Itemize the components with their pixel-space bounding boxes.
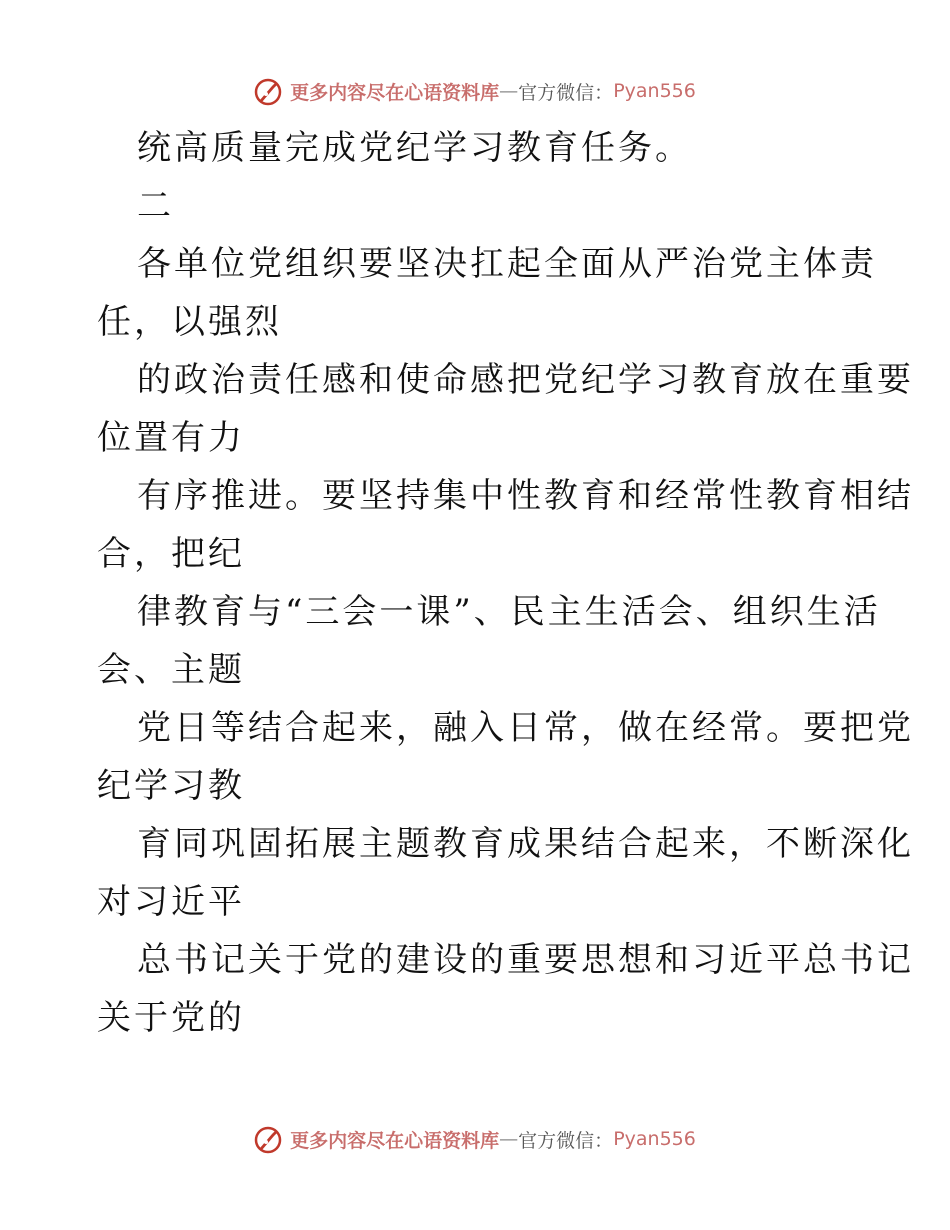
watermark-main-text: 更多内容尽在心语资料库 [290,1129,500,1152]
header-watermark [0,71,950,111]
body-line-4: 任，以强烈 [97,302,282,342]
body-line-13: 育同巩固拓展主题教育成果结合起来，不断深化 [137,824,914,864]
body-line-8: 合，把纪 [97,534,245,574]
body-line-9: 律教育与“三会一课”、民主生活会、组织生活 [137,592,881,632]
pen-logo-icon [254,76,284,106]
body-line-2: 二 [137,186,174,226]
watermark-main-text: 更多内容尽在心语资料库 [290,81,500,104]
body-line-7: 有序推进。要坚持集中性教育和经常性教育相结 [137,476,914,516]
footer-watermark [0,1119,950,1159]
watermark-wechat-id: Pyan556 [613,80,696,102]
body-line-12: 纪学习教 [97,766,245,806]
pen-logo-icon [254,1124,284,1154]
body-line-5: 的政治责任感和使命感把党纪学习教育放在重要 [137,360,914,400]
body-line-10: 会、主题 [97,650,245,690]
body-line-15: 总书记关于党的建设的重要思想和习近平总书记 [137,940,914,980]
watermark-label: 官方微信： [518,1129,614,1152]
body-line-14: 对习近平 [97,882,245,922]
body-line-1: 统高质量完成党纪学习教育任务。 [137,128,692,168]
body-line-11: 党日等结合起来，融入日常，做在经常。要把党 [137,708,914,748]
watermark-dash: — [499,1128,519,1150]
body-line-3: 各单位党组织要坚决扛起全面从严治党主体责 [137,244,877,284]
watermark-label: 官方微信： [518,81,614,104]
watermark-dash: — [499,80,519,102]
watermark-wechat-id: Pyan556 [613,1128,696,1150]
body-line-6: 位置有力 [97,418,245,458]
body-line-16: 关于党的 [97,998,245,1038]
